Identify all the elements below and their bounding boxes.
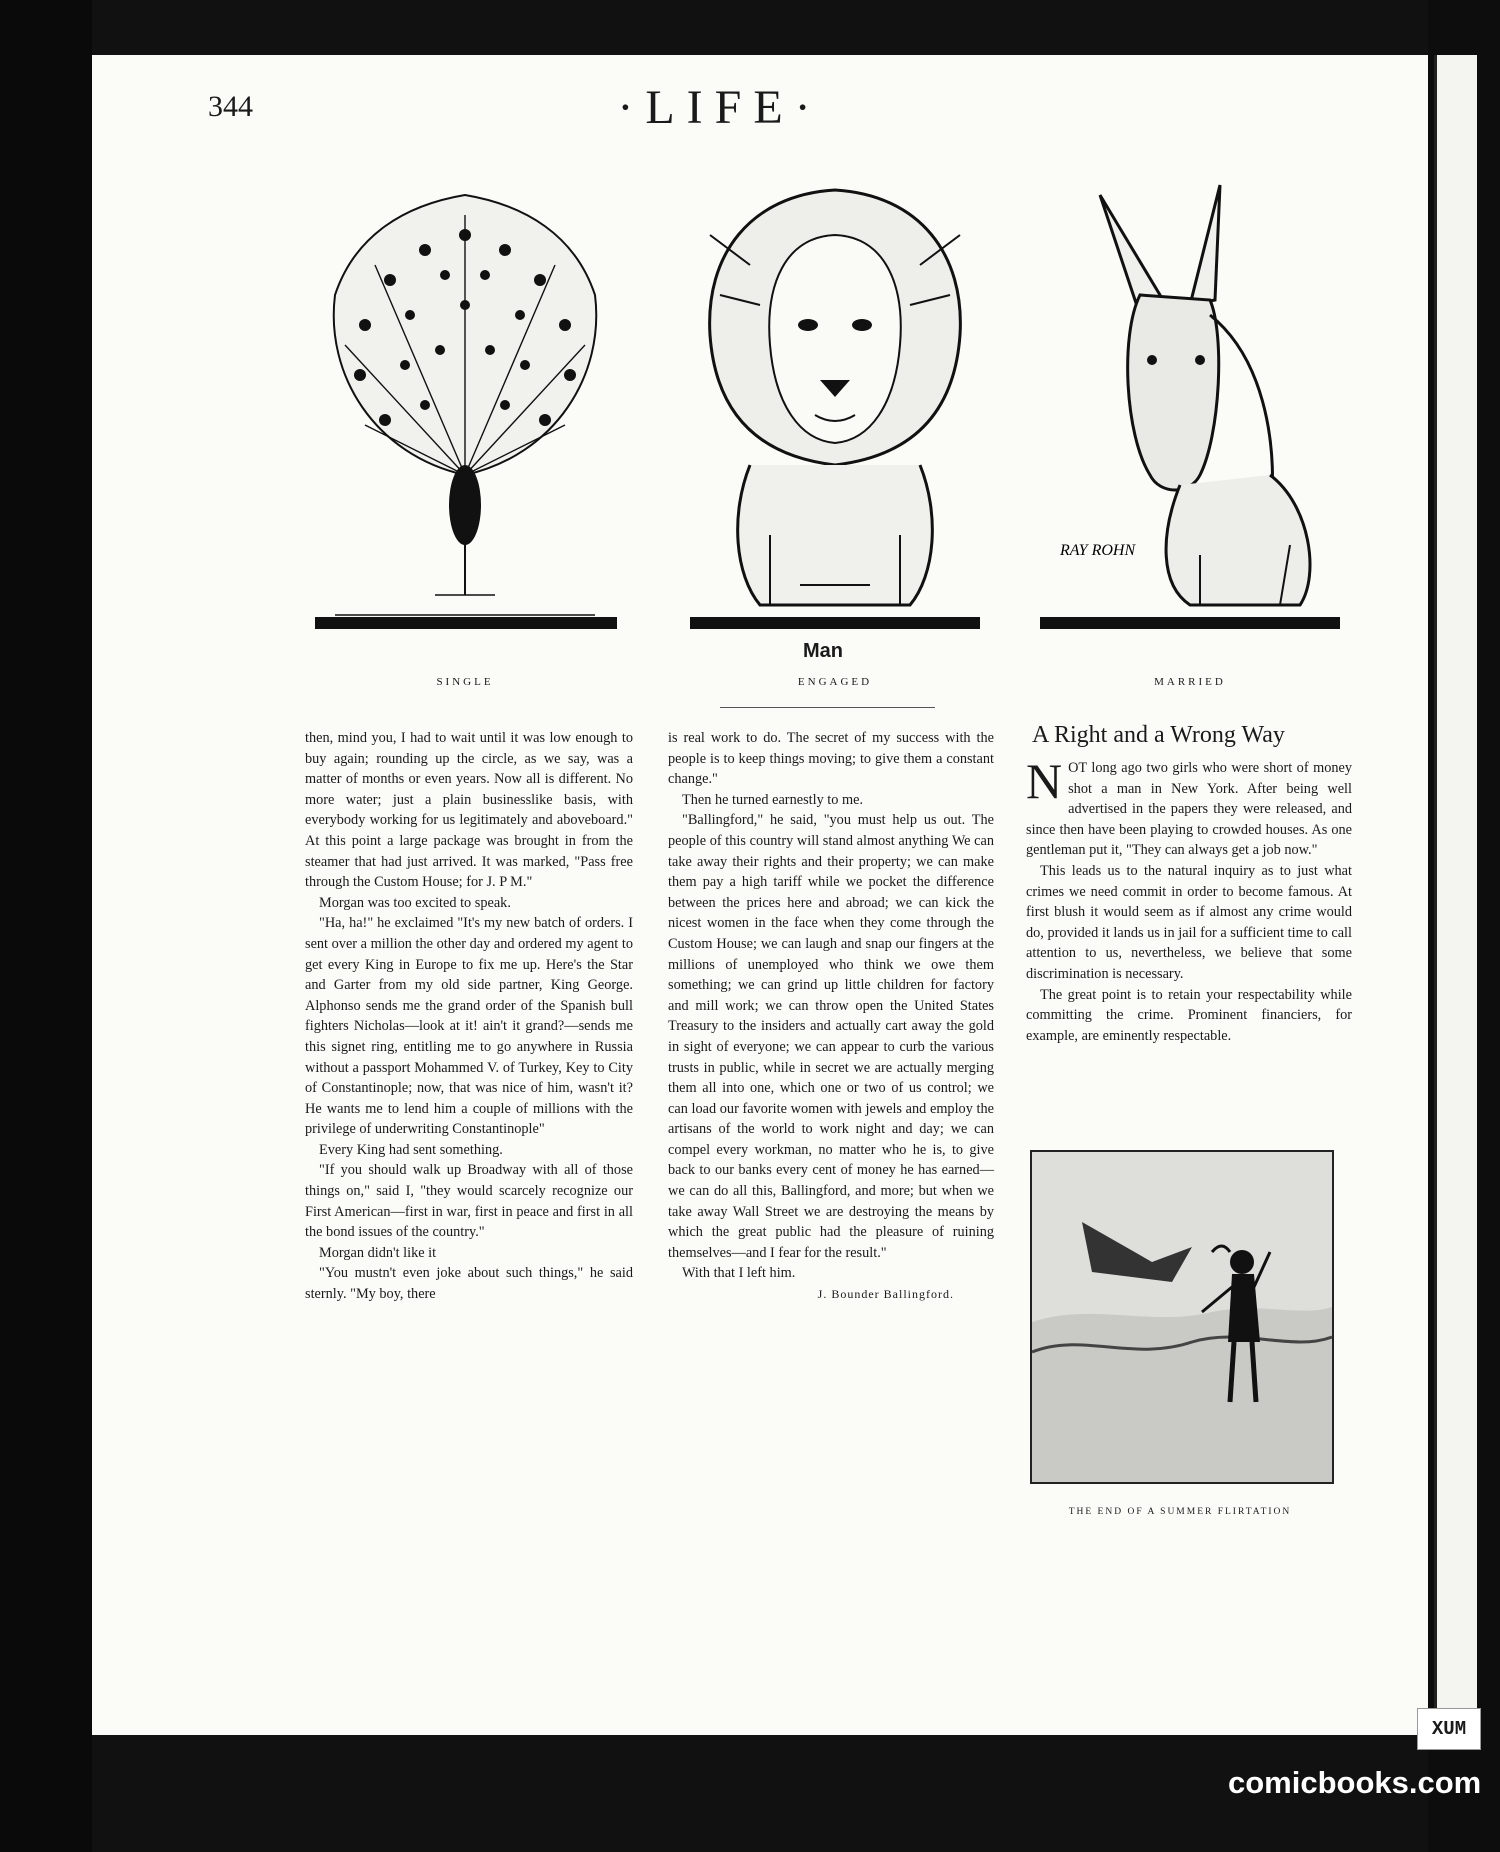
lead-paragraph	[1026, 753, 1352, 861]
paragraph: "Ha, ha!" he exclaimed "It's my new batch of orders. I sent over a million the other day and ordered my agent to get every King in Europe to fix me up. Here's the Star and Garter from my old side partner, King George. Alphonso sends me the grand order of the Spanish bull fighters Nicholas—look at it! ain't it grand?—sends me this signet ring, entitling me to go anywhere in Russia without a passport Mohammed V. of Turkey, Key to City of Constantinople; now, that was nice of him, wasn't it? He wants me to lend him a couple of millions with the privilege of underwriting Constantinople"	[305, 915, 633, 1138]
dropcap: N	[1026, 753, 1063, 809]
paragraph: then, mind you, I had to wait until it was low enough to buy again; rounding up the circle, as we say, was a matter of months or even years. Now all is different. No more water; just a plain businesslike basis, with everybody working for us legitimately and aboveboard." At this point a large package was brought in from the steamer that had just arrived. It was marked, "Pass free through the Custom House; for J. P M."	[305, 730, 633, 891]
article-title: A Right and a Wrong Way	[1032, 722, 1285, 748]
lead-text: OT long ago two girls who were short of money shot a man in New York. After being well advertised in the papers they were released, and since then have been playing to crowded houses. As one gentleman put it, "They can always get a job now."	[1026, 760, 1352, 859]
paragraph: "If you should walk up Broadway with all of those things on," said I, "they would scarcely recognize our First American—first in war, first in peace and first in all the bond issues of the country."	[305, 1162, 633, 1241]
lion-base-bar	[690, 617, 980, 629]
paragraph: is real work to do. The secret of my success with the people is to keep things moving; to give them a constant change."	[668, 730, 994, 788]
paragraph: Morgan was too excited to speak.	[319, 894, 511, 911]
paragraph: Every King had sent something.	[319, 1141, 503, 1158]
page-number: 344	[208, 90, 253, 123]
artist-signature-text: RAY ROHN	[1060, 542, 1136, 559]
label-single: SINGLE	[436, 676, 494, 688]
paragraph: This leads us to the natural inquiry as to just what crimes we need commit in order to become famous. At first blush it would seem as if almost any crime would do, provided it lands us in jail for a sufficient time to call attention to us, nevertheless, we believe that some discrimination is necessary.	[1026, 862, 1352, 982]
label-engaged: ENGAGED	[797, 676, 873, 688]
source-watermark: comicbooks.com	[1228, 1765, 1482, 1800]
section-rule	[720, 707, 935, 708]
next-page-edge	[1434, 55, 1477, 1735]
masthead: ·LIFE·	[617, 81, 823, 134]
article-column-3	[1026, 753, 1352, 1046]
peacock-illustration	[315, 175, 615, 635]
donkey-illustration	[1040, 175, 1340, 635]
peacock-base-bar	[315, 617, 617, 629]
donkey-base-bar	[1040, 617, 1340, 629]
lion-illustration	[690, 175, 980, 635]
paragraph: "You mustn't even joke about such things," he said sternly. "My boy, there	[305, 1265, 633, 1303]
article-column-2	[668, 728, 994, 1305]
cartoon-caption: THE END OF A SUMMER FLIRTATION	[1068, 1507, 1292, 1517]
paragraph: With that I left him.	[682, 1265, 796, 1282]
scan-left-edge	[0, 0, 92, 1852]
paragraph: "Ballingford," he said, "you must help us out. The people of this country will stand almost anything We can take away their rights and their property; we can make them pay a high tariff while we pocket the difference between the prices here and abroad; we can kick the nicest women in the face when they come through the Custom House; we can laugh and snap our fingers at the millions of unemployed who think we owe them something; we can grind up little children for factory and mill work; we can throw open the United States Treasury to the insiders and actually cart away the gold in sight of everyone; we can appear to curb the various trusts in public, while in secret we are actually merging them all into one, which one or two of us control; we can load our favorite women with jewels and employ the artisans of the world to work night and day; we can compel every workman, no matter who he is, to give back to our banks every cent of money he has earned—we can do all this, Ballingford, and more; but when we take away Wall Street we are destroying the means by which the great public had the pleasure of ruining themselves—and I fear for the result."	[668, 812, 994, 1261]
paragraph: Then he turned earnestly to me.	[682, 791, 864, 808]
author-signature: J. Bounder Ballingford.	[817, 1287, 954, 1302]
label-married: MARRIED	[1154, 676, 1226, 688]
article-column-1	[305, 728, 633, 1305]
paragraph: Morgan didn't like it	[319, 1244, 437, 1261]
paragraph: The great point is to retain your respectability while committing the crime. Prominent financiers, for example, are eminently respectable.	[1026, 986, 1352, 1044]
summer-flirtation-cartoon	[1030, 1150, 1334, 1484]
illustration-title: Man	[803, 640, 843, 662]
scan-badge: XUM	[1417, 1708, 1481, 1750]
